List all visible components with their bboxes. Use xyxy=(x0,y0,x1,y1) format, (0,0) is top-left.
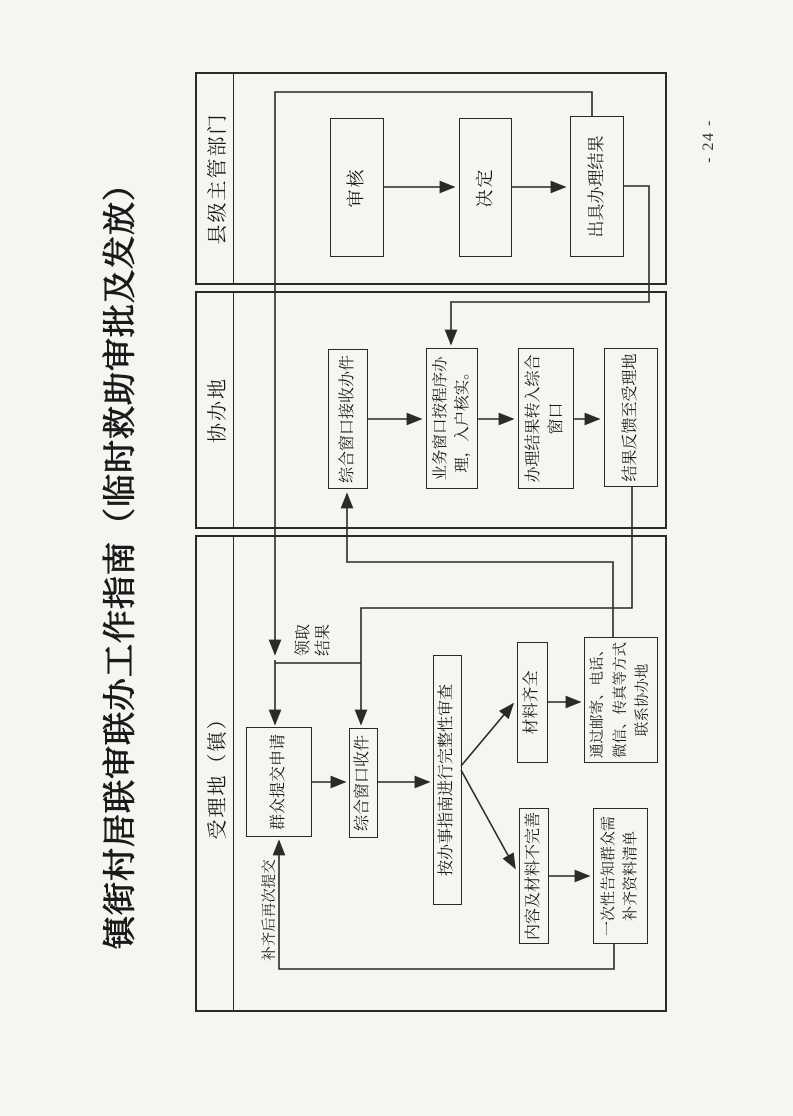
node-issue-result: 出具办理结果 xyxy=(570,116,624,257)
node-one-time-notice: 一次性告知群众需补齐资料清单 xyxy=(593,808,648,944)
node-audit: 审核 xyxy=(330,118,384,257)
node-coorg-window-receive: 综合窗口接收办件 xyxy=(328,349,368,489)
node-result-to-window: 办理结果转入综合窗口 xyxy=(518,348,574,489)
node-business-window-process: 业务窗口按程序办理，入户核实。 xyxy=(426,348,478,489)
lane-header-county-department: 县级主管部门 xyxy=(197,74,234,283)
node-contact-co-organizer: 通过邮寄、电话、微信、传真等方式联系协办地 xyxy=(584,637,658,763)
page-title: 镇街村居联审联办工作指南（临时救助审批及发放） xyxy=(103,167,139,949)
node-public-submit-application: 群众提交申请 xyxy=(246,727,312,837)
node-result-feedback: 结果反馈至受理地 xyxy=(604,348,658,487)
page-number: - 24 - xyxy=(700,119,717,163)
label-resubmit-after-completion: 补齐后再次提交 xyxy=(262,859,278,961)
node-completeness-review: 按办事指南进行完整性审查 xyxy=(433,655,462,905)
lane-header-accepting-place: 受理地（镇） xyxy=(197,537,234,1010)
node-comprehensive-window-receive: 综合窗口收件 xyxy=(349,728,378,838)
node-decision: 决定 xyxy=(459,118,512,257)
node-materials-complete: 材料齐全 xyxy=(517,642,548,763)
label-collect-result: 领取结果 xyxy=(295,624,332,657)
lane-header-co-organizing-place: 协办地 xyxy=(197,293,234,527)
node-materials-incomplete: 内容及材料不完善 xyxy=(519,808,549,944)
